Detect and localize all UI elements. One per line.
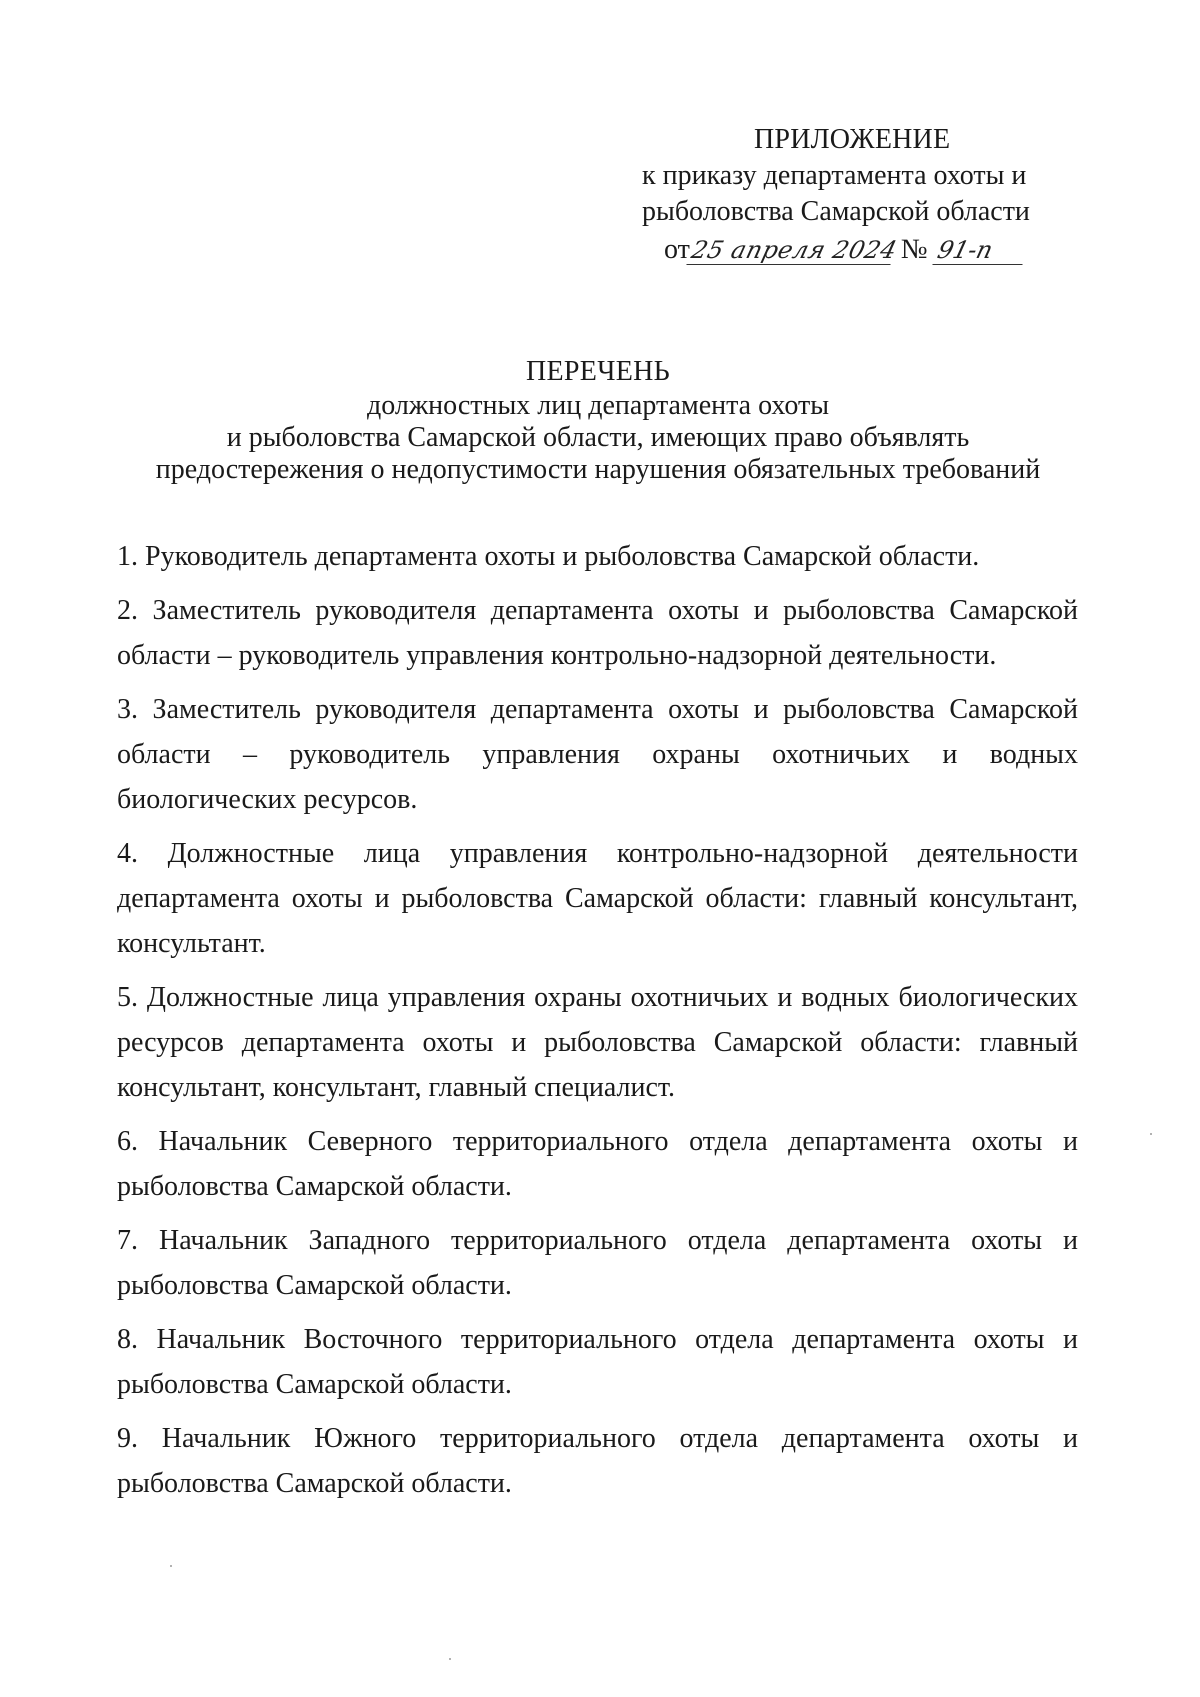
handwritten-date: 25 апреля 2024 xyxy=(686,236,897,265)
list-item: 6. Начальник Северного территориального отдела департамента охоты и рыболовства Самарской области. xyxy=(117,1126,1078,1202)
list-item: 1. Руководитель департамента охоты и рыболовства Самарской области. xyxy=(117,541,980,572)
title-line-2: и рыболовства Самарской области, имеющих право объявлять xyxy=(226,422,970,453)
appendix-line-2: рыболовства Самарской области xyxy=(642,196,1030,227)
list-item: 3. Заместитель руководителя департамента охоты и рыболовства Самарской области – руководитель управления охраны охотничьих и водных биологических ресурсов. xyxy=(117,694,1078,815)
scan-speck xyxy=(1150,1133,1152,1135)
title-main: ПЕРЕЧЕНЬ xyxy=(526,356,670,387)
scan-speck xyxy=(170,1565,172,1567)
list-item: 2. Заместитель руководителя департамента охоты и рыболовства Самарской области – руководитель управления контрольно-надзорной деятельности. xyxy=(117,595,1078,671)
appendix-line-1: к приказу департамента охоты и xyxy=(642,160,1027,191)
scan-speck xyxy=(449,1658,451,1660)
appendix-title: ПРИЛОЖЕНИЕ xyxy=(754,124,951,155)
list-item: 5. Должностные лица управления охраны охотничьих и водных биологических ресурсов департамента охоты и рыболовства Самарской области: главный консультант, консультант, главный специалист. xyxy=(117,982,1078,1103)
appendix-date-number-line xyxy=(620,232,1090,272)
list-item: 7. Начальник Западного территориального отдела департамента охоты и рыболовства Самарской области. xyxy=(117,1225,1078,1301)
number-sign: № xyxy=(900,234,928,265)
list-item: 9. Начальник Южного территориального отдела департамента охоты и рыболовства Самарской области. xyxy=(117,1423,1078,1499)
document-title xyxy=(110,356,1086,486)
date-prefix: от xyxy=(664,234,690,265)
appendix-header xyxy=(620,122,1090,272)
list-item: 4. Должностные лица управления контрольно-надзорной деятельности департамента охоты и рыболовства Самарской области: главный консультант, консультант. xyxy=(117,838,1078,959)
title-line-3: предостережения о недопустимости нарушения обязательных требований xyxy=(155,454,1041,485)
handwritten-number: 91-п xyxy=(932,236,1029,265)
title-line-1: должностных лиц департамента охоты xyxy=(366,390,830,421)
list-item: 8. Начальник Восточного территориального отдела департамента охоты и рыболовства Самарской области. xyxy=(117,1324,1078,1400)
officials-list xyxy=(117,534,1078,1515)
